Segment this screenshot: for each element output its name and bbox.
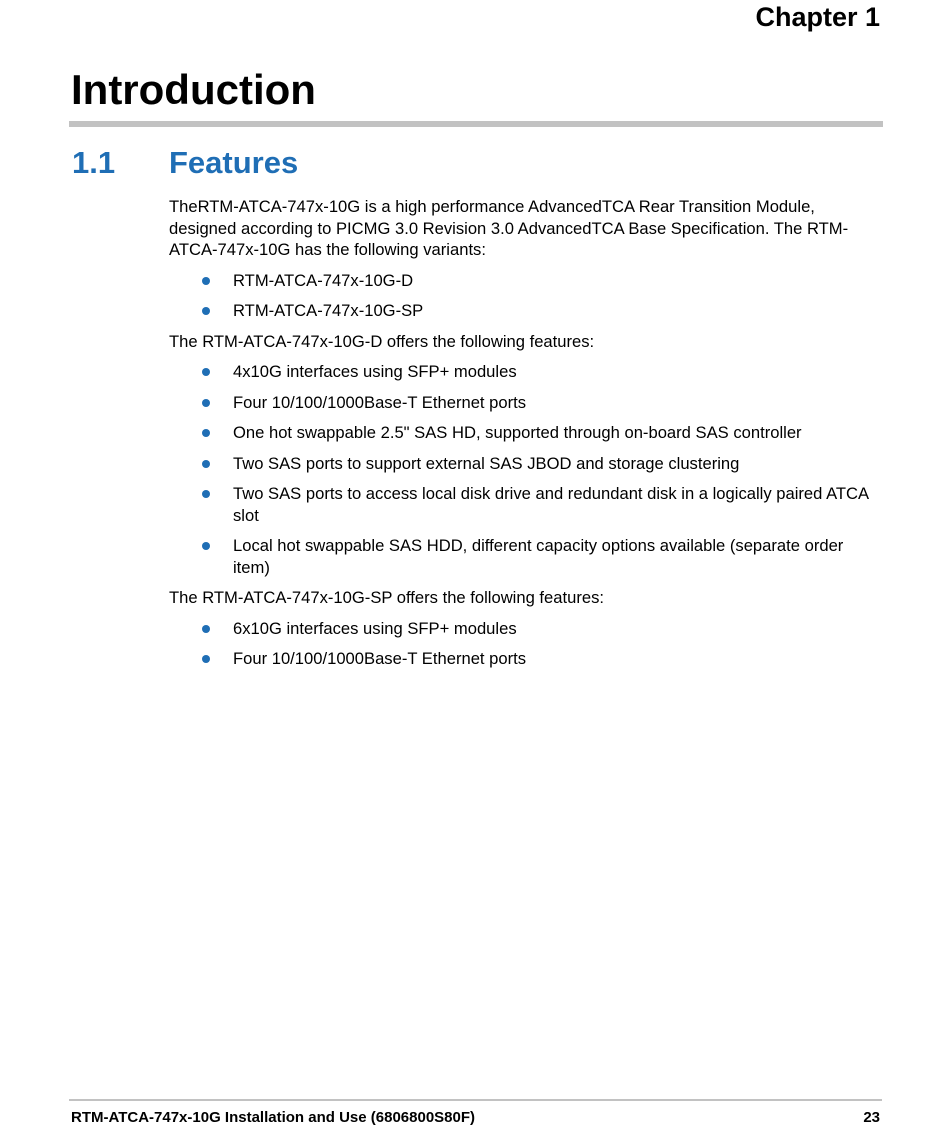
section-title: Features bbox=[169, 145, 299, 180]
list-item: Two SAS ports to support external SAS JBOD and storage clustering bbox=[169, 453, 879, 475]
d-features-list bbox=[169, 361, 879, 578]
page-number: 23 bbox=[863, 1109, 880, 1126]
bullet-dot bbox=[202, 625, 210, 633]
list-item: RTM-ATCA-747x-10G-D bbox=[169, 270, 879, 292]
section-number: 1.1 bbox=[72, 145, 116, 180]
footer-doc-title: RTM-ATCA-747x-10G Installation and Use (6806800S80F) bbox=[71, 1109, 476, 1126]
list-item: Four 10/100/1000Base-T Ethernet ports bbox=[169, 648, 879, 670]
bullet-dot bbox=[202, 490, 210, 498]
list-item: RTM-ATCA-747x-10G-SP bbox=[169, 300, 879, 322]
variants-list bbox=[169, 270, 879, 322]
chapter-label: Chapter 1 bbox=[755, 2, 880, 32]
list-item: Local hot swappable SAS HDD, different capacity options available (separate order item) bbox=[169, 535, 879, 578]
chapter-title: Introduction bbox=[71, 66, 316, 113]
list-item: 6x10G interfaces using SFP+ modules bbox=[169, 618, 879, 640]
bullet-dot bbox=[202, 277, 210, 285]
bullet-dot bbox=[202, 655, 210, 663]
list-item: Two SAS ports to access local disk drive and redundant disk in a logically paired ATCA slot bbox=[169, 483, 879, 526]
sp-features-list bbox=[169, 618, 879, 670]
bullet-dot bbox=[202, 460, 210, 468]
bullet-dot bbox=[202, 429, 210, 437]
footer-divider bbox=[69, 1099, 882, 1101]
d-lead-paragraph: The RTM-ATCA-747x-10G-D offers the following features: bbox=[169, 331, 595, 351]
section-heading bbox=[72, 145, 298, 181]
bullet-dot bbox=[202, 307, 210, 315]
bullet-dot bbox=[202, 368, 210, 376]
list-item: Four 10/100/1000Base-T Ethernet ports bbox=[169, 392, 879, 414]
bullet-dot bbox=[202, 542, 210, 550]
intro-paragraph: TheRTM-ATCA-747x-10G is a high performance AdvancedTCA Rear Transition Module, designed according to PICMG 3.0 Revision 3.0 AdvancedTCA Base Specification. The RTM-ATCA-747x-10G has the following variants: bbox=[169, 197, 849, 259]
sp-lead-paragraph: The RTM-ATCA-747x-10G-SP offers the following features: bbox=[169, 588, 605, 607]
list-item: One hot swappable 2.5" SAS HD, supported through on-board SAS controller bbox=[169, 422, 879, 444]
section-body bbox=[169, 196, 879, 679]
title-divider bbox=[69, 121, 883, 127]
list-item: 4x10G interfaces using SFP+ modules bbox=[169, 361, 879, 383]
bullet-dot bbox=[202, 399, 210, 407]
